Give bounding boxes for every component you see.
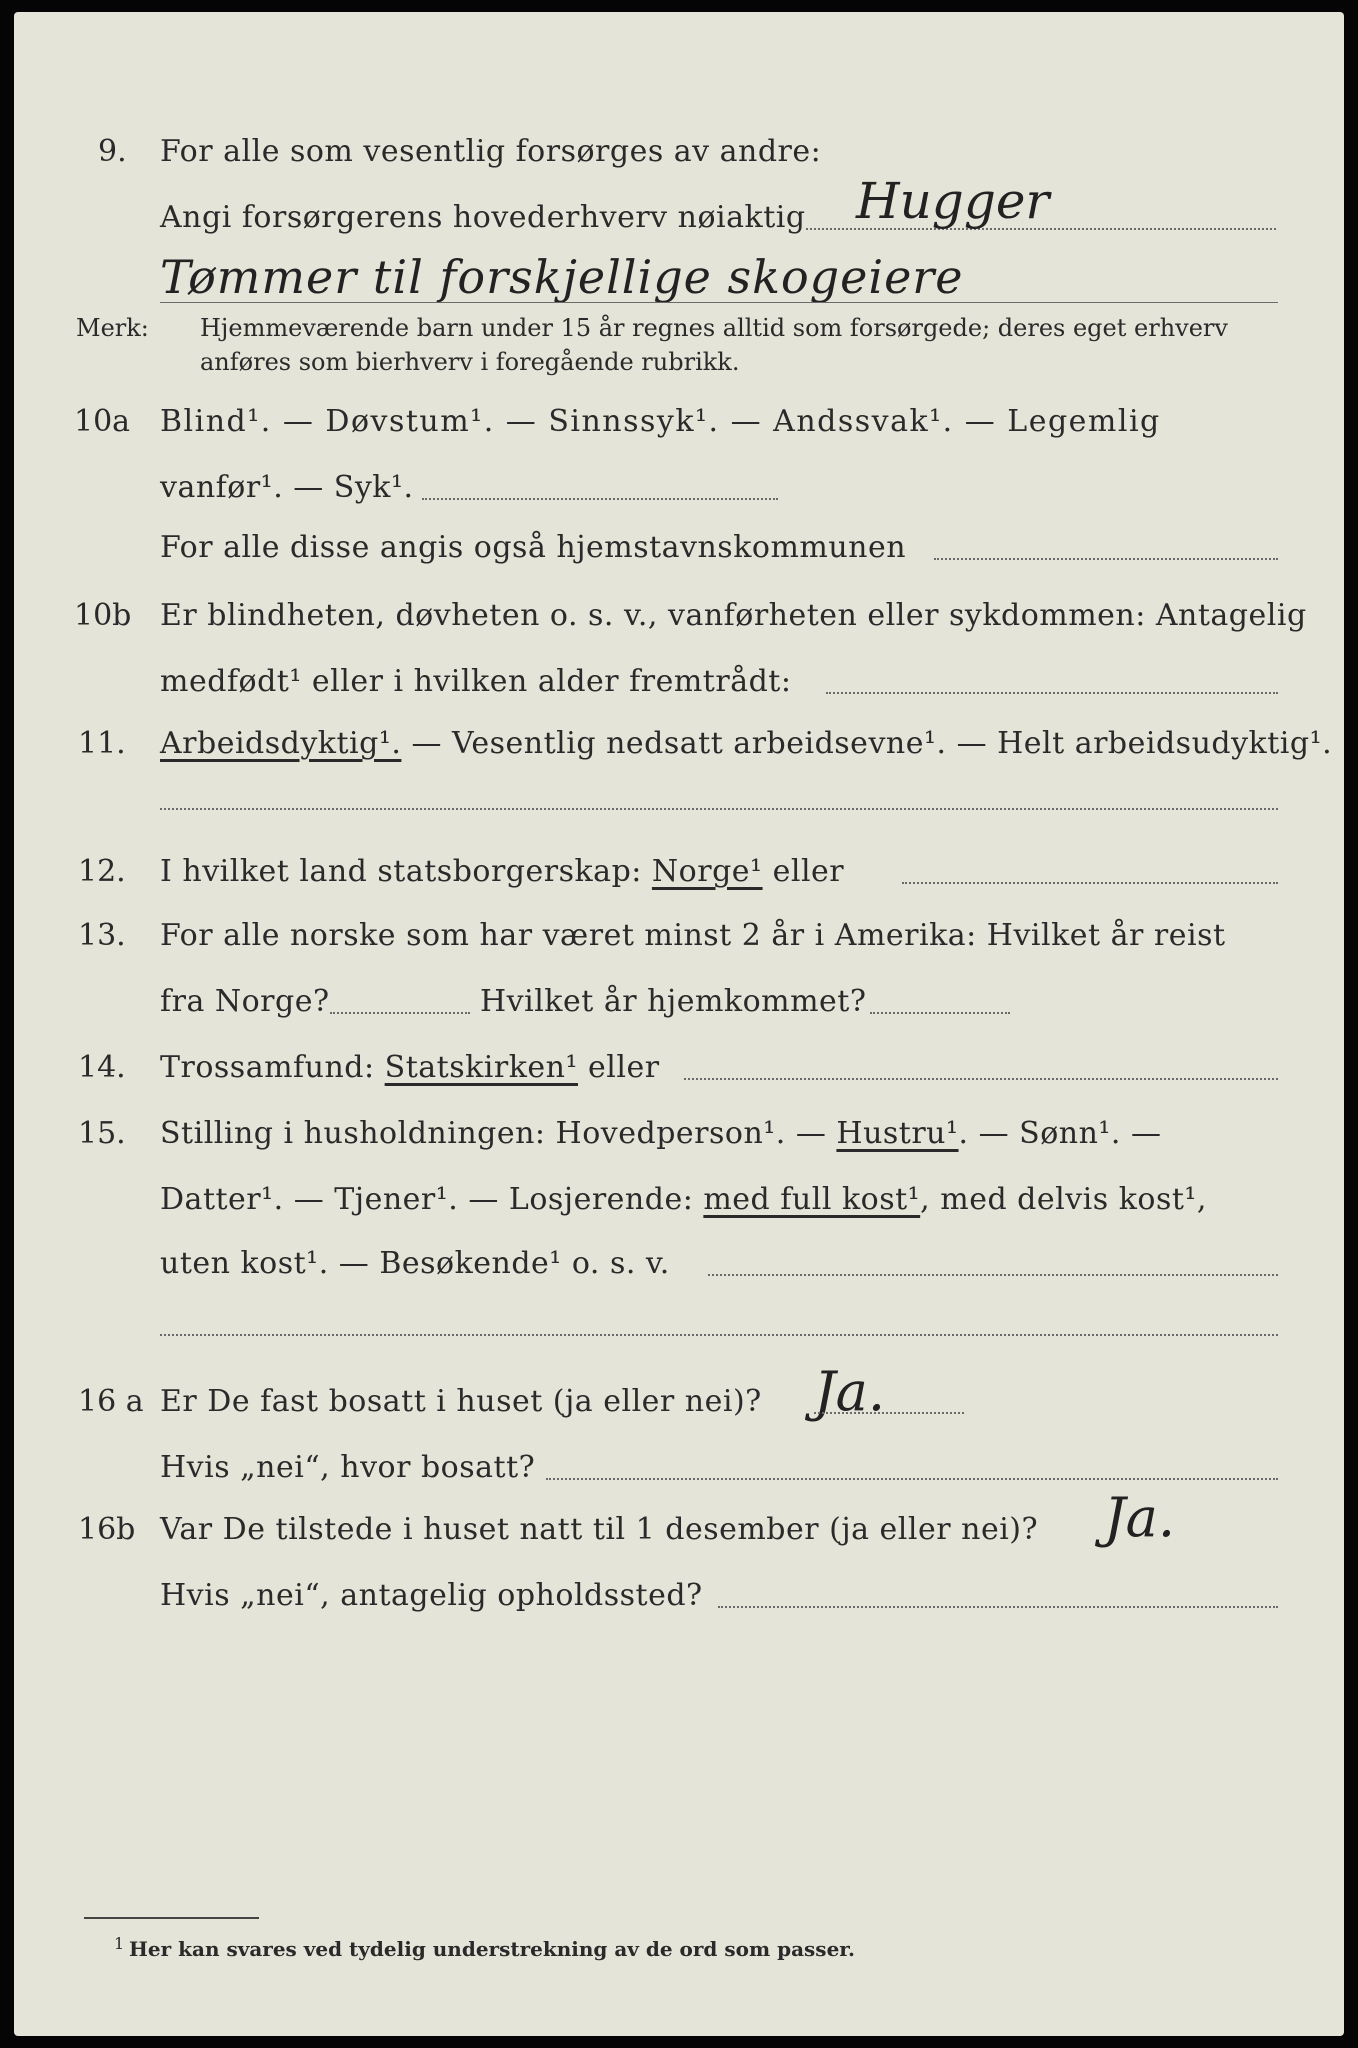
q12-number: 12. (78, 854, 126, 889)
q13-reist-line (330, 1012, 470, 1014)
q14-answer-line (684, 1078, 1278, 1080)
q10b-line2: medfødt¹ eller i hvilken alder fremtrådt: (160, 664, 792, 699)
q12-line (160, 854, 844, 889)
q9-number: 9. (98, 134, 127, 169)
q10a-line2: vanfør¹. — Syk¹. (160, 470, 414, 505)
q9-line1: For alle som vesentlig forsørges av andre: (160, 134, 822, 169)
q13-hjemkommet-line (870, 1012, 1010, 1014)
q16b-number: 16b (78, 1512, 136, 1547)
q14-line (160, 1050, 660, 1085)
q15-opt-full-kost: med full kost¹ (703, 1182, 921, 1217)
q16a-answer-line (814, 1412, 964, 1414)
q16b-line1: Var De tilstede i huset natt til 1 desember (ja eller nei)? (160, 1512, 1039, 1547)
footnote-rule (84, 1917, 259, 1919)
q15-line3: uten kost¹. — Besøkende¹ o. s. v. (160, 1246, 670, 1281)
q15-line1 (160, 1116, 1162, 1151)
q15-line2b: , med delvis kost¹, (920, 1182, 1207, 1217)
q14-opt-statskirken: Statskirken¹ (384, 1050, 578, 1085)
q10b-number: 10b (74, 598, 132, 633)
q13-line2a: fra Norge? (160, 984, 330, 1019)
q15-line2a: Datter¹. — Tjener¹. — Losjerende: (160, 1182, 704, 1217)
q10b-line1: Er blindheten, døvheten o. s. v., vanførheten eller sykdommen: Antagelig (160, 598, 1307, 633)
q9-detail-line (160, 302, 1278, 303)
q16a-number: 16 a (78, 1384, 144, 1419)
q15-number: 15. (78, 1116, 126, 1151)
q14-post: eller (577, 1050, 660, 1085)
q16b-line2: Hvis „nei“, antagelig opholdssted? (160, 1578, 703, 1613)
q12-pre: I hvilket land statsborgerskap: (160, 854, 652, 889)
q11-opt-arbeidsdyktig: Arbeidsdyktig¹. (160, 726, 402, 761)
q11-rest: — Vesentlig nedsatt arbeidsevne¹. — Helt arbeidsudyktig¹. (401, 726, 1333, 761)
q16b-opholdssted-line (718, 1606, 1278, 1608)
q9-line2: Angi forsørgerens hovederhverv nøiaktig (160, 200, 806, 235)
q10a-syk-line (422, 498, 778, 500)
q11-number: 11. (78, 726, 126, 761)
q12-opt-norge: Norge¹ (651, 854, 763, 889)
merk-line2: anføres som bierhverv i foregående rubrikk. (200, 348, 740, 376)
q12-post: eller (762, 854, 845, 889)
q13-line1: For alle norske som har været minst 2 år i Amerika: Hvilket år reist (160, 918, 1226, 953)
q15-opt-hustru: Hustru¹ (836, 1116, 959, 1151)
q13-number: 13. (78, 918, 126, 953)
q16b-handwritten-answer: Ja. (1104, 1486, 1176, 1549)
q15-line1b: . — Sønn¹. — (958, 1116, 1162, 1151)
q10a-number: 10a (74, 404, 131, 439)
q16a-line2: Hvis „nei“, hvor bosatt? (160, 1450, 536, 1485)
q13-line2b: Hvilket år hjemkommet? (480, 984, 867, 1019)
q15-line1a: Stilling i husholdningen: Hovedperson¹. — (160, 1116, 837, 1151)
q15-line2 (160, 1182, 1207, 1217)
q10a-kommune-line (934, 558, 1278, 560)
q9-handwritten-detail: Tømmer til forskjellige skogeiere (160, 250, 964, 304)
q11-answer-line (160, 808, 1278, 810)
census-form-page (14, 12, 1344, 2036)
q14-pre: Trossamfund: (160, 1050, 385, 1085)
q16a-handwritten-answer: Ja. (814, 1360, 886, 1423)
q9-handwritten-occupation: Hugger (856, 172, 1050, 230)
q12-answer-line (902, 882, 1278, 884)
merk-label: Merk: (76, 314, 149, 342)
q10a-line3: For alle disse angis også hjemstavnskommunen (160, 530, 907, 565)
q15-answer-line (708, 1274, 1278, 1276)
q14-number: 14. (78, 1050, 126, 1085)
q16a-line1: Er De fast bosatt i huset (ja eller nei)? (160, 1384, 762, 1419)
footnote-mark: 1 (114, 1934, 125, 1953)
merk-line1: Hjemmeværende barn under 15 år regnes alltid som forsørgede; deres eget erhverv (200, 314, 1228, 342)
q11-line (160, 726, 1332, 761)
footnote-text: Her kan svares ved tydelig understrekning av de ord som passer. (129, 1937, 855, 1961)
q10a-line1: Blind¹. — Døvstum¹. — Sinnssyk¹. — Andssvak¹. — Legemlig (160, 404, 1161, 439)
q16a-bosatt-line (546, 1478, 1278, 1480)
q10b-answer-line (826, 692, 1278, 694)
q15-extra-line (160, 1334, 1278, 1336)
